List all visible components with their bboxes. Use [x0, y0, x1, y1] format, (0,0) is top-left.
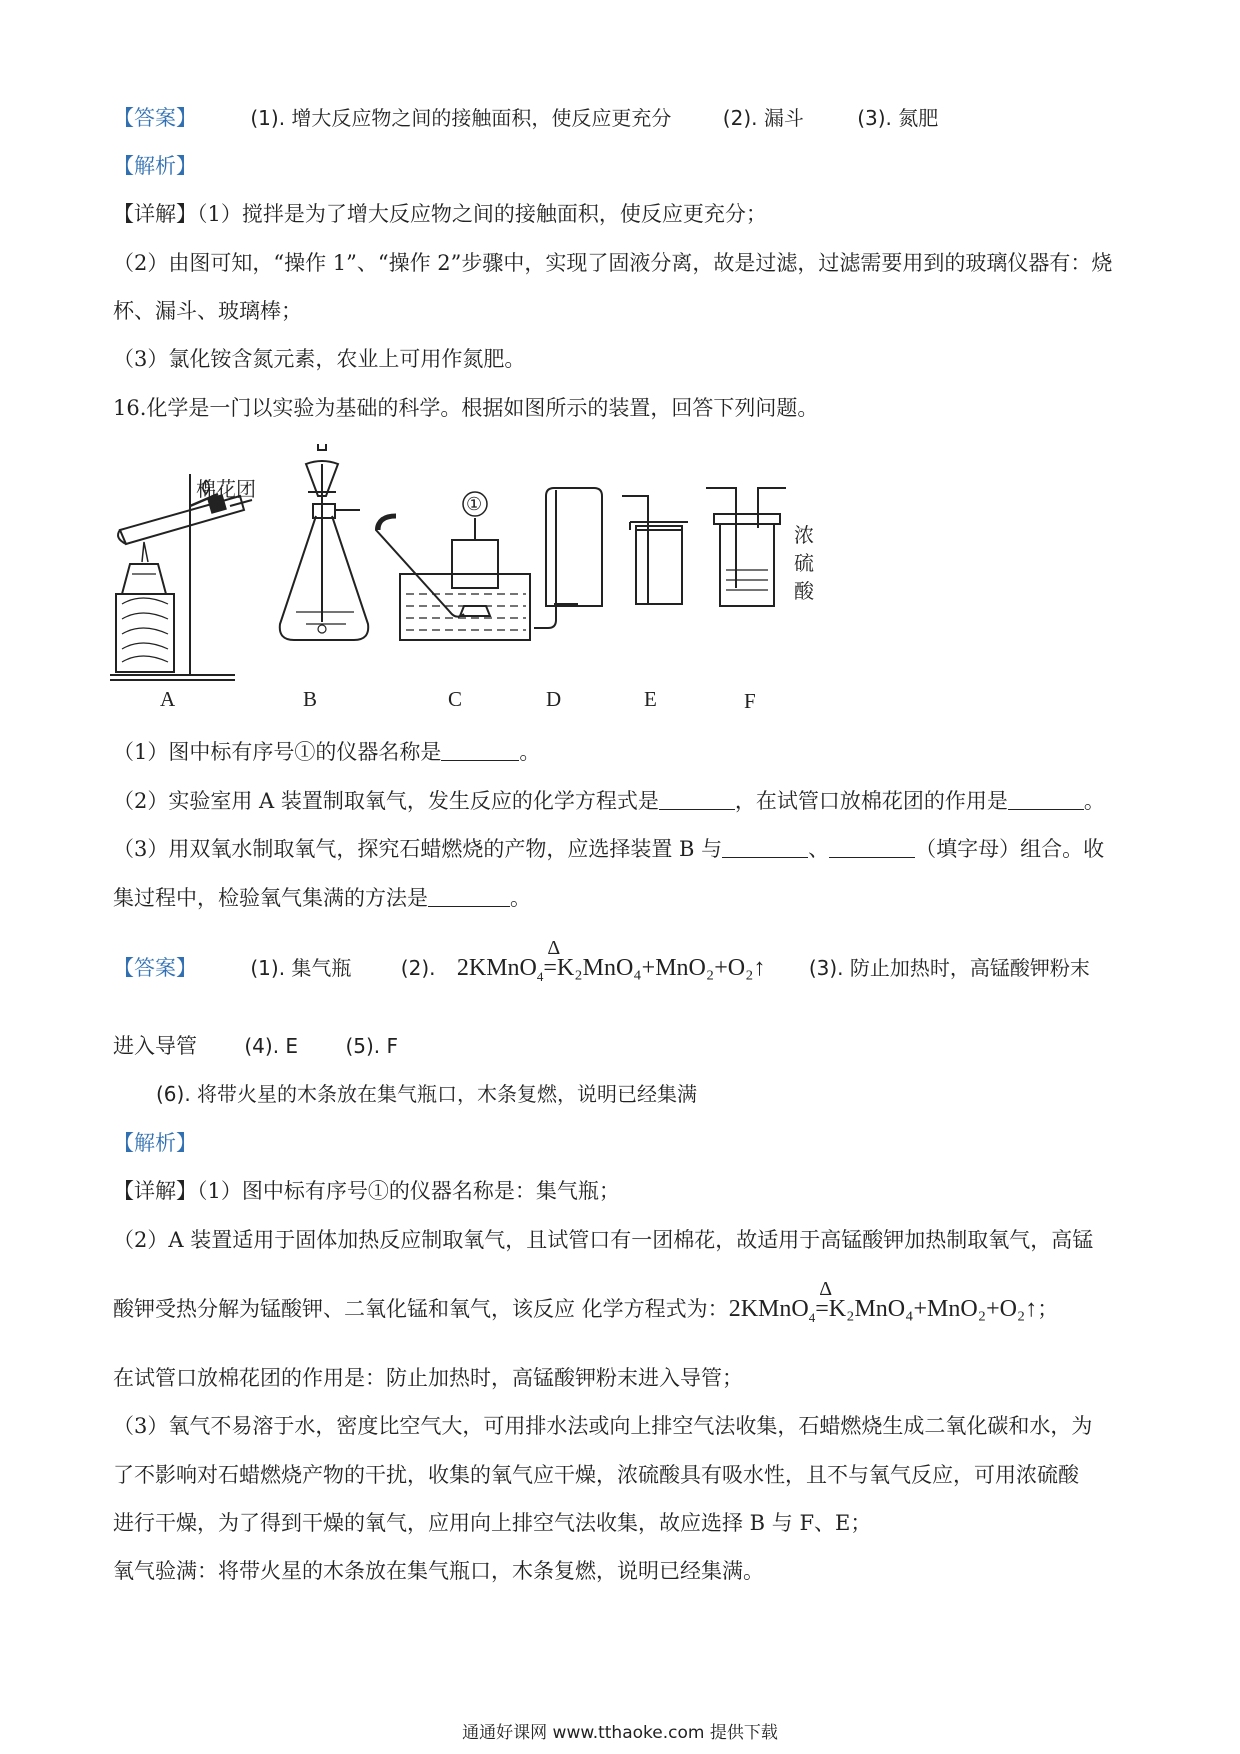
apparatus-figure — [110, 444, 910, 714]
apparatus-b — [280, 444, 368, 640]
eq-condition: = Δ — [543, 953, 557, 983]
eq-sub: 4 — [536, 968, 544, 984]
q3-text: （3）用双氧水制取氧气，探究石蜡燃烧的产物，应选择装置 B 与 — [113, 837, 723, 861]
cotton-label: 棉花团 — [196, 477, 256, 501]
question16-q3a — [113, 834, 1130, 864]
label-d: D — [546, 687, 562, 711]
eq2-condition: = Δ — [815, 1294, 829, 1324]
analysis-tag: 【解析】 — [113, 154, 197, 178]
eq-reactant: 2KMnO — [456, 955, 537, 981]
q2-text-mid: ，在试管口放棉花团的作用是 — [734, 789, 1008, 813]
apparatus-d — [534, 488, 602, 628]
q2-blank1[interactable] — [659, 789, 735, 810]
analysis1-line — [113, 151, 1130, 181]
q1-text: （1）图中标有序号①的仪器名称是 — [113, 740, 442, 764]
question16-stem: 16.化学是一门以实验为基础的科学。根据如图所示的装置，回答下列问题。 — [113, 396, 819, 420]
analysis2-line — [113, 1128, 1130, 1158]
answer2-item6: (6). 将带火星的木条放在集气瓶口，木条复燃，说明已经集满 — [156, 1082, 698, 1106]
answer-tag-2: 【答案】 — [113, 956, 197, 980]
apparatus-e — [622, 496, 688, 604]
q2-text: （2）实验室用 A 装置制取氧气，发生反应的化学方程式是 — [113, 789, 659, 813]
eq-products: K₂MnO₄+MnO₂+O₂↑ — [556, 955, 766, 981]
q3b-end: 。 — [510, 886, 531, 910]
label-c: C — [448, 687, 463, 711]
eq-delta: Δ — [547, 937, 561, 959]
answer2-cont: 进入导管 — [113, 1034, 197, 1058]
answer2-item5: (5). F — [345, 1034, 398, 1058]
q3-blank3[interactable] — [428, 886, 510, 907]
acid-label-2: 硫 — [794, 551, 814, 575]
detail-tag-2: 【详解】 — [113, 1179, 197, 1203]
detail1-line3: 杯、漏斗、玻璃棒； — [113, 299, 302, 323]
acid-label-1: 浓 — [794, 523, 814, 547]
eq2-reactant: 2KMnO — [728, 1296, 809, 1322]
label-b: B — [303, 687, 318, 711]
answer2-line3 — [156, 1079, 1130, 1109]
answer2-item3: (3). 防止加热时，高锰酸钾粉末 — [808, 956, 1090, 980]
q3-blank2[interactable] — [829, 837, 915, 858]
detail2-line1 — [113, 1176, 1130, 1206]
label-f: F — [744, 689, 756, 713]
answer2-line1 — [113, 937, 1130, 992]
answer1-item1: (1). 增大反应物之间的接触面积，使反应更充分 — [250, 106, 672, 130]
answer2-item1: (1). 集气瓶 — [250, 956, 352, 980]
detail1-text: （1）搅拌是为了增大反应物之间的接触面积，使反应更充分； — [197, 202, 767, 226]
detail2-line2: （2）A 装置适用于固体加热反应制取氧气，且试管口有一团棉花，故适用于高锰酸钾加热制取氧气，高锰 — [113, 1228, 1094, 1252]
detail2-line8: 氧气验满：将带火星的木条放在集气瓶口，木条复燃，说明已经集满。 — [113, 1559, 764, 1583]
acid-label-3: 酸 — [794, 579, 814, 603]
equation-1 — [456, 937, 766, 984]
question16-q1 — [113, 737, 1130, 767]
q3b-text: 集过程中，检验氧气集满的方法是 — [113, 886, 428, 910]
detail2-line6: 了不影响对石蜡燃烧产物的干扰，收集的氧气应干燥，浓硫酸具有吸水性，且不与氧气反应，可用浓硫酸 — [113, 1463, 1079, 1487]
label-e: E — [644, 687, 657, 711]
apparatus-a — [110, 474, 252, 680]
apparatus-f — [706, 488, 786, 606]
detail2-line7: 进行干燥，为了得到干燥的氧气，应用向上排空气法收集，故应选择 B 与 F、E； — [113, 1511, 872, 1535]
detail2-text3: 酸钾受热分解为锰酸钾、二氧化锰和氧气，该反应 化学方程式为： — [113, 1297, 729, 1321]
detail2-line4: 在试管口放棉花团的作用是：防止加热时，高锰酸钾粉末进入导管； — [113, 1366, 743, 1390]
detail1-line4: （3）氯化铵含氮元素，农业上可用作氮肥。 — [113, 347, 526, 371]
answer1-item3: (3). 氮肥 — [857, 106, 939, 130]
label-a: A — [160, 687, 176, 711]
answer1-line — [113, 103, 1130, 133]
q2-end: 。 — [1083, 789, 1105, 813]
answer-tag: 【答案】 — [113, 106, 197, 130]
analysis-tag-2: 【解析】 — [113, 1131, 197, 1155]
q2-blank2[interactable] — [1008, 789, 1084, 810]
q3-text-end: （填字母）组合。收 — [915, 837, 1105, 861]
answer2-item2-label: (2). — [400, 956, 436, 980]
answer1-item2: (2). 漏斗 — [722, 106, 804, 130]
detail1-line1 — [113, 199, 1130, 229]
page-footer: 通通好课网 www.tthaoke.com 提供下载 — [462, 1723, 778, 1743]
eq2-products: K₂MnO₄+MnO₂+O₂↑ — [828, 1296, 1038, 1322]
detail2-line3 — [113, 1278, 1130, 1333]
detail-tag: 【详解】 — [113, 202, 197, 226]
apparatus-c — [376, 492, 530, 640]
eq2-delta: Δ — [819, 1278, 833, 1300]
answer2-line2 — [113, 1031, 1130, 1061]
eq2-sub: 4 — [808, 1309, 816, 1325]
detail2-text1: （1）图中标有序号①的仪器名称是：集气瓶； — [197, 1179, 620, 1203]
q1-end: 。 — [519, 740, 541, 764]
q3-sep: 、 — [808, 837, 830, 861]
equation-2 — [728, 1278, 1038, 1325]
detail1-line2: （2）由图可知，“操作 1”、“操作 2”步骤中，实现了固液分离，故是过滤，过滤需要用到的玻璃仪器有：烧 — [113, 251, 1113, 275]
q3-blank1[interactable] — [722, 837, 808, 858]
answer2-item4: (4). E — [244, 1034, 299, 1058]
detail2-text3-end: ； — [1037, 1297, 1059, 1321]
detail2-line5: （3）氧气不易溶于水，密度比空气大，可用排水法或向上排空气法收集，石蜡燃烧生成二氧化碳和水，为 — [113, 1414, 1093, 1438]
circle-label: ① — [466, 494, 483, 514]
q1-blank[interactable] — [441, 740, 519, 761]
question16-q2 — [113, 786, 1130, 816]
question16-q3b — [113, 883, 1130, 913]
